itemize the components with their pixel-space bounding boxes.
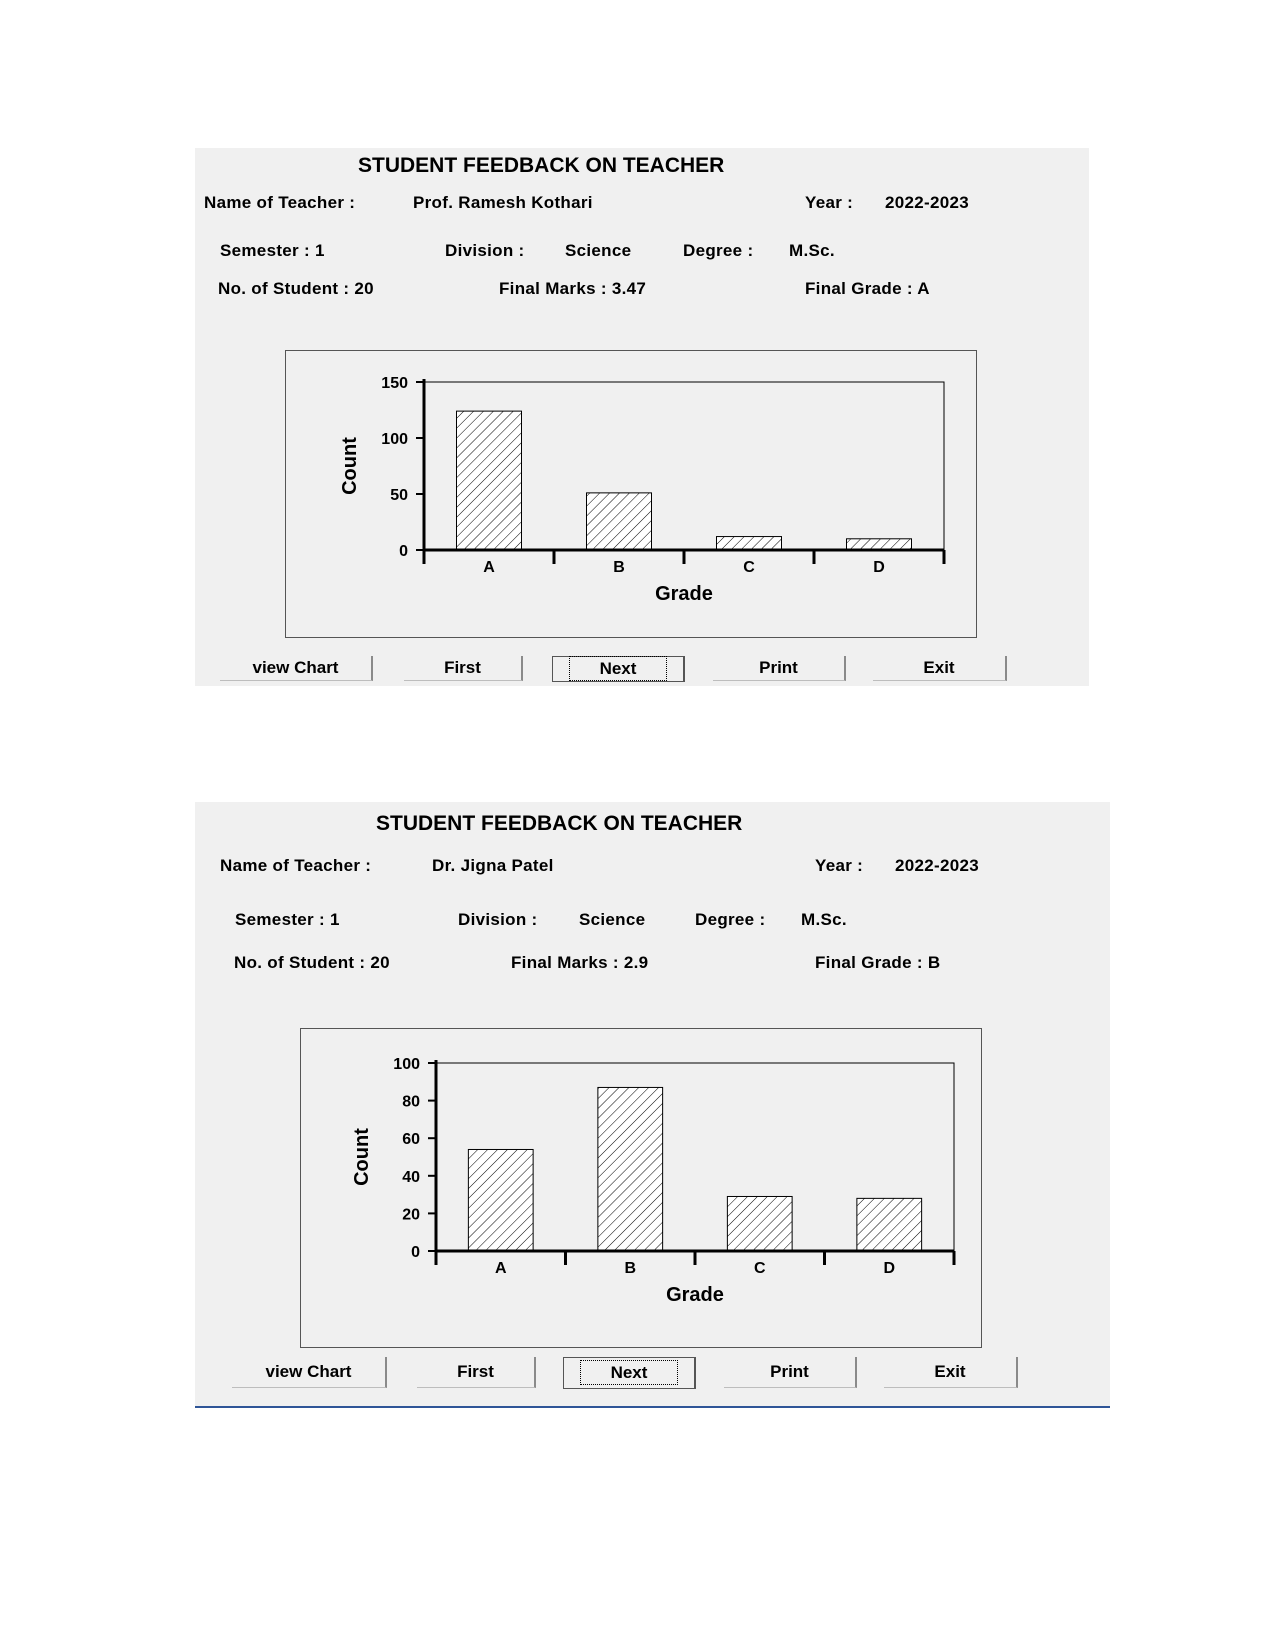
final-grade: Final Grade : A xyxy=(805,279,930,298)
x-tick-label: C xyxy=(743,559,755,576)
bar-a xyxy=(457,411,522,550)
degree-label: Degree : xyxy=(695,910,766,929)
chart-frame xyxy=(285,350,977,638)
x-axis-title: Grade xyxy=(666,1284,724,1306)
x-axis-title: Grade xyxy=(655,583,713,605)
year-value: 2022-2023 xyxy=(895,856,979,875)
teacher-name: Dr. Jigna Patel xyxy=(432,856,554,875)
view-chart-button[interactable]: view Chart xyxy=(232,1357,387,1388)
chart-frame xyxy=(300,1028,982,1348)
degree-value: M.Sc. xyxy=(789,241,835,260)
page-title: STUDENT FEEDBACK ON TEACHER xyxy=(358,154,725,177)
bar-d xyxy=(857,1198,922,1251)
degree-label: Degree : xyxy=(683,241,754,260)
next-button-label: Next xyxy=(583,1363,676,1382)
bar-b xyxy=(598,1087,663,1251)
students-label: No. of Student : 20 xyxy=(234,953,390,972)
page-title: STUDENT FEEDBACK ON TEACHER xyxy=(376,812,743,835)
y-tick-label: 100 xyxy=(393,1056,420,1073)
exit-button[interactable]: Exit xyxy=(873,656,1007,681)
x-tick-label: B xyxy=(624,1260,637,1277)
y-tick-label: 80 xyxy=(402,1093,420,1111)
y-axis-title: Count xyxy=(339,437,361,495)
y-tick-label: 0 xyxy=(411,1244,420,1261)
first-button[interactable]: First xyxy=(417,1357,536,1388)
students-label: No. of Student : 20 xyxy=(218,279,374,298)
exit-button[interactable]: Exit xyxy=(884,1357,1018,1388)
division-value: Science xyxy=(565,241,632,260)
bar-c xyxy=(727,1196,792,1251)
teacher-name: Prof. Ramesh Kothari xyxy=(413,193,593,212)
division-value: Science xyxy=(579,910,646,929)
x-tick-label: D xyxy=(883,1260,896,1277)
y-axis-title: Count xyxy=(351,1128,373,1186)
first-button[interactable]: First xyxy=(404,656,523,681)
x-tick-label: D xyxy=(873,559,885,576)
y-tick-label: 0 xyxy=(399,543,408,560)
print-button[interactable]: Print xyxy=(713,656,846,681)
y-tick-label: 40 xyxy=(402,1168,420,1186)
bar-b xyxy=(587,493,652,550)
next-button-label: Next xyxy=(572,659,665,678)
year-label: Year : xyxy=(805,193,854,212)
next-button[interactable] xyxy=(563,1357,696,1389)
x-tick-label: C xyxy=(753,1260,766,1277)
y-tick-label: 60 xyxy=(402,1131,420,1149)
grade-bar-chart xyxy=(301,1029,981,1347)
degree-value: M.Sc. xyxy=(801,910,847,929)
y-tick-label: 50 xyxy=(390,487,408,504)
division-label: Division : xyxy=(445,241,525,260)
y-tick-label: 20 xyxy=(402,1206,420,1224)
year-value: 2022-2023 xyxy=(885,193,969,212)
teacher-label: Name of Teacher : xyxy=(220,856,372,875)
grade-bar-chart xyxy=(286,351,976,637)
view-chart-button[interactable]: view Chart xyxy=(220,656,373,681)
x-tick-label: B xyxy=(613,559,625,576)
next-button[interactable] xyxy=(552,656,685,682)
bar-c xyxy=(717,537,782,550)
year-label: Year : xyxy=(815,856,864,875)
division-label: Division : xyxy=(458,910,538,929)
x-tick-label: A xyxy=(483,559,495,576)
feedback-panel-2 xyxy=(195,802,1110,1408)
final-marks: Final Marks : 2.9 xyxy=(511,953,649,972)
feedback-panel-1 xyxy=(195,148,1089,686)
teacher-label: Name of Teacher : xyxy=(204,193,356,212)
semester-label: Semester : 1 xyxy=(235,910,340,929)
x-tick-label: A xyxy=(494,1260,507,1277)
semester-label: Semester : 1 xyxy=(220,241,325,260)
bar-a xyxy=(468,1149,533,1251)
bar-d xyxy=(847,539,912,550)
final-marks: Final Marks : 3.47 xyxy=(499,279,647,298)
y-tick-label: 150 xyxy=(381,375,408,392)
y-tick-label: 100 xyxy=(381,431,408,448)
final-grade: Final Grade : B xyxy=(815,953,941,972)
print-button[interactable]: Print xyxy=(724,1357,857,1388)
